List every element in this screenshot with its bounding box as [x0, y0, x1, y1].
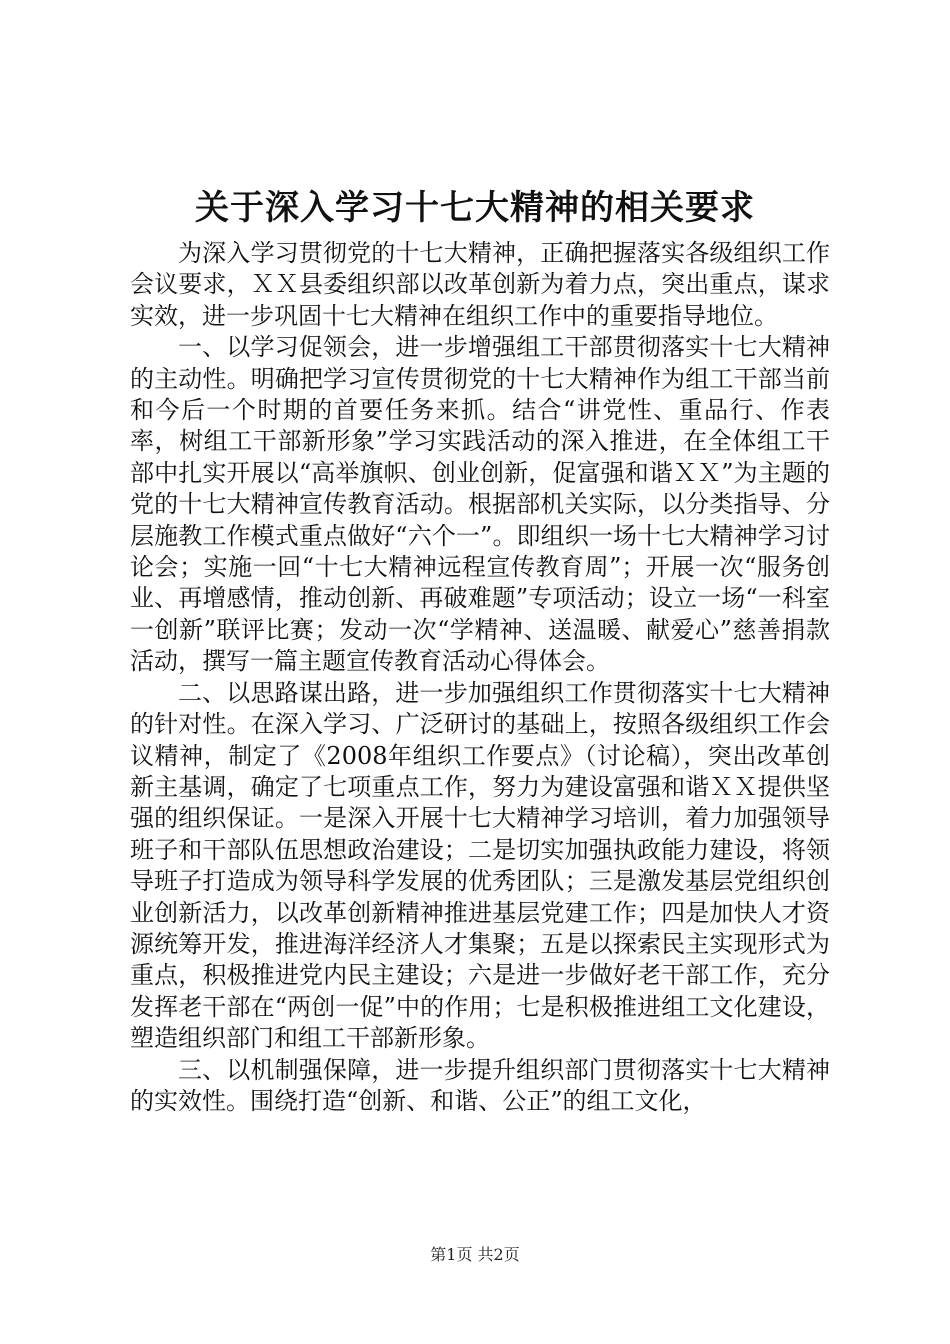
document-title: 关于深入学习十七大精神的相关要求	[195, 188, 755, 228]
document-body	[130, 238, 830, 1117]
paragraph-section-1: 一、以学习促领会，进一步增强组工干部贯彻落实十七大精神的主动性。明确把学习宣传贯彻党的十七大精神作为组工干部当前和今后一个时期的首要任务来抓。结合“讲党性、重品行、作表率，树组工干部新形象”学习实践活动的深入推进，在全体组工干部中扎实开展以“高举旗帜、创业创新，促富强和谐ＸＸ”为主题的党的十七大精神宣传教育活动。根据部机关实际，以分类指导、分层施教工作模式重点做好“六个一”。即组织一场十七大精神学习讨论会；实施一回“十七大精神远程宣传教育周”；开展一次“服务创业、再增感情，推动创新、再破难题”专项活动；设立一场“一科室一创新”联评比赛；发动一次“学精神、送温暖、献爱心”慈善捐款活动，撰写一篇主题宣传教育活动心得体会。	[130, 333, 830, 676]
page-footer: 第1页 共2页	[430, 1245, 520, 1264]
paragraph-section-3: 三、以机制强保障，进一步提升组织部门贯彻落实十七大精神的实效性。围绕打造“创新、和谐、公正”的组工文化，	[130, 1055, 830, 1115]
paragraph-section-2: 二、以思路谋出路，进一步加强组织工作贯彻落实十七大精神的针对性。在深入学习、广泛研讨的基础上，按照各级组织工作会议精神，制定了《2008年组织工作要点》（讨论稿），突出改革创新主基调，确定了七项重点工作，努力为建设富强和谐ＸＸ提供坚强的组织保证。一是深入开展十七大精神学习培训，着力加强领导班子和干部队伍思想政治建设；二是切实加强执政能力建设，将领导班子打造成为领导科学发展的优秀团队；三是激发基层党组织创业创新活力，以改革创新精神推进基层党建工作；四是加快人才资源统筹开发，推进海洋经济人才集聚；五是以探索民主实现形式为重点，积极推进党内民主建设；六是进一步做好老干部工作，充分发挥老干部在“两创一促”中的作用；七是积极推进组工文化建设，塑造组织部门和组工干部新形象。	[130, 678, 830, 1053]
paragraph-intro: 为深入学习贯彻党的十七大精神，正确把握落实各级组织工作会议要求，ＸＸ县委组织部以改革创新为着力点，突出重点，谋求实效，进一步巩固十七大精神在组织工作中的重要指导地位。	[130, 239, 830, 330]
